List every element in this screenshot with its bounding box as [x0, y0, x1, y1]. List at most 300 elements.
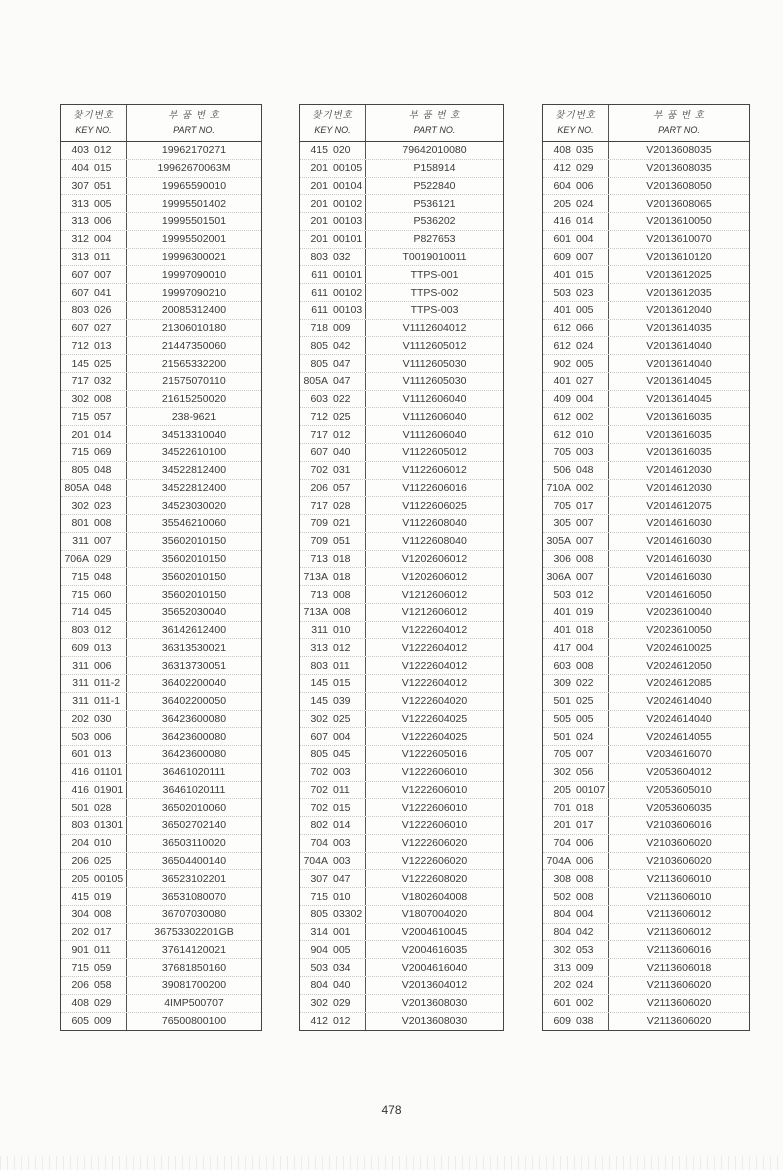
key-item: 027 — [576, 375, 594, 388]
key-item: 018 — [333, 552, 351, 565]
table-row — [61, 995, 261, 1013]
key-group: 415 — [310, 144, 328, 157]
key-no-cell — [300, 782, 366, 799]
key-item: 015 — [333, 677, 351, 690]
table-row — [300, 888, 503, 906]
key-group: 401 — [553, 304, 571, 317]
key-no-cell — [543, 604, 609, 621]
key-no-cell — [61, 746, 127, 763]
part-no-cell: 35602010150 — [161, 588, 227, 601]
table-row — [61, 444, 261, 462]
key-group: 611 — [311, 268, 328, 281]
table-row — [61, 924, 261, 942]
key-item: 011-2 — [94, 677, 121, 690]
key-no-cell — [61, 639, 127, 656]
key-item: 015 — [333, 801, 351, 814]
key-group: 202 — [553, 979, 571, 992]
key-no-header-ko: 찾기번호 — [555, 110, 596, 121]
key-group: 205 — [553, 783, 571, 796]
key-item: 010 — [333, 624, 351, 637]
key-no-cell — [61, 835, 127, 852]
key-group: 202 — [71, 926, 89, 939]
key-no-cell — [61, 853, 127, 870]
table-row — [543, 497, 749, 515]
key-no-cell — [61, 515, 127, 532]
key-no-cell — [543, 178, 609, 195]
part-no-header-en: PART NO. — [413, 125, 456, 135]
part-no-cell: V1112606040 — [402, 410, 467, 423]
key-item: 005 — [576, 304, 594, 317]
key-item: 03302 — [333, 908, 363, 921]
page-number: 478 — [381, 1103, 402, 1117]
parts-table-1 — [60, 104, 262, 1031]
key-item: 012 — [94, 624, 112, 637]
table-row — [61, 355, 261, 373]
key-item: 004 — [94, 233, 112, 246]
part-no-cell: V2014612030 — [646, 481, 712, 494]
table-row — [543, 551, 749, 569]
key-item: 017 — [576, 499, 594, 512]
key-group: 401 — [553, 624, 571, 637]
key-no-cell — [300, 373, 366, 390]
key-no-header-ko: 찾기번호 — [73, 110, 114, 121]
part-no-cell: V2013612035 — [646, 286, 712, 299]
part-no-cell: V1222604012 — [401, 659, 468, 672]
key-no-header — [300, 105, 366, 141]
key-item: 017 — [94, 926, 112, 939]
key-item: 032 — [333, 250, 351, 263]
part-no-cell: 21565332200 — [161, 357, 227, 370]
key-no-cell — [543, 764, 609, 781]
part-no-cell: 36423600080 — [161, 748, 227, 761]
part-no-cell: V2113606020 — [646, 997, 712, 1010]
key-no-cell — [61, 711, 127, 728]
part-no-cell: 19962170271 — [161, 144, 227, 157]
part-no-cell: 36461020111 — [162, 783, 226, 796]
part-no-cell: 36504400140 — [161, 855, 227, 867]
part-no-cell: V2024614055 — [646, 730, 712, 743]
key-item: 057 — [94, 410, 112, 423]
key-no-cell — [300, 497, 366, 514]
part-no-cell: 36423600080 — [161, 712, 227, 725]
part-no-cell: V1122605012 — [402, 446, 467, 459]
key-group: 715 — [71, 588, 89, 601]
key-item: 017 — [576, 819, 594, 832]
key-no-cell — [543, 746, 609, 763]
table-row — [61, 249, 261, 267]
part-no-cell: V1112604012 — [402, 322, 467, 335]
key-item: 01901 — [94, 783, 124, 796]
key-group: 307 — [310, 872, 328, 885]
key-no-cell — [61, 604, 127, 621]
part-no-cell: P522840 — [413, 179, 456, 192]
table-row — [543, 941, 749, 959]
key-item: 011 — [94, 943, 111, 956]
key-item: 047 — [333, 375, 351, 388]
part-no-cell: V2013608030 — [401, 997, 468, 1010]
scan-noise-strip — [0, 1156, 783, 1170]
key-item: 040 — [333, 979, 351, 992]
part-no-cell: V1222606020 — [401, 855, 468, 867]
table-header — [61, 105, 261, 142]
key-no-cell — [61, 337, 127, 354]
key-group: 311 — [72, 695, 89, 708]
key-no-cell — [543, 284, 609, 301]
key-item: 025 — [94, 357, 112, 370]
key-item: 008 — [333, 606, 351, 619]
key-no-cell — [543, 711, 609, 728]
part-no-cell: 21306010180 — [161, 322, 227, 335]
key-group: 305 — [553, 517, 571, 530]
part-no-cell: V1807004020 — [401, 908, 468, 921]
key-item: 011 — [333, 659, 350, 672]
key-group: 313 — [71, 197, 89, 210]
key-group: 205 — [553, 197, 571, 210]
key-item: 002 — [576, 997, 594, 1010]
part-no-cell: V2013608035 — [646, 144, 712, 157]
key-group: 901 — [71, 943, 89, 956]
key-no-cell — [543, 515, 609, 532]
key-group: 311 — [72, 659, 89, 672]
part-no-cell: V2113606012 — [646, 926, 712, 939]
key-no-cell — [300, 835, 366, 852]
key-group: 805 — [310, 357, 328, 370]
key-group: 201 — [310, 233, 328, 246]
key-no-cell — [543, 480, 609, 497]
table-row — [300, 1013, 503, 1031]
key-item: 047 — [333, 357, 351, 370]
part-no-cell: 36142612400 — [161, 624, 227, 637]
table-row — [300, 533, 503, 551]
key-item: 056 — [576, 766, 594, 779]
table-row — [543, 373, 749, 391]
part-no-cell: V2113606018 — [646, 961, 712, 974]
part-no-cell: V2013608030 — [401, 1015, 468, 1028]
key-group: 717 — [310, 499, 328, 512]
key-no-cell — [543, 266, 609, 283]
key-group: 701 — [553, 801, 571, 814]
table-row — [543, 178, 749, 196]
key-item: 00103 — [333, 215, 363, 228]
key-no-cell — [300, 231, 366, 248]
key-item: 023 — [94, 499, 112, 512]
table-row — [300, 835, 503, 853]
key-group: 717 — [71, 375, 89, 388]
key-no-cell — [543, 160, 609, 177]
key-group: 501 — [553, 695, 571, 708]
part-no-cell: V1222604025 — [401, 712, 468, 725]
key-item: 010 — [94, 837, 112, 850]
key-group: 206 — [71, 855, 89, 867]
key-item: 066 — [576, 322, 594, 335]
key-no-cell — [61, 959, 127, 976]
table-row — [61, 195, 261, 213]
key-item: 004 — [576, 908, 594, 921]
part-no-cell: 21575070110 — [162, 375, 226, 388]
key-group: 713A — [303, 606, 328, 619]
key-item: 008 — [94, 517, 112, 530]
key-no-cell — [300, 959, 366, 976]
part-no-cell: V2053605010 — [646, 783, 712, 796]
key-group: 805 — [71, 464, 89, 477]
key-no-cell — [300, 337, 366, 354]
part-no-cell: V1122608040 — [402, 535, 467, 548]
table-row — [543, 853, 749, 871]
key-no-cell — [543, 728, 609, 745]
table-row — [300, 373, 503, 391]
part-no-cell: 35546210060 — [161, 517, 227, 530]
part-no-cell: 20085312400 — [161, 304, 227, 317]
part-no-header-en: PART NO. — [173, 125, 215, 135]
key-no-cell — [543, 142, 609, 159]
key-item: 015 — [94, 162, 112, 175]
part-no-cell: V2004616040 — [401, 961, 468, 974]
key-group: 718 — [310, 322, 328, 335]
key-no-cell — [543, 391, 609, 408]
key-group: 401 — [553, 268, 571, 281]
key-no-cell — [543, 249, 609, 266]
key-no-cell — [543, 639, 609, 656]
part-no-cell: V2014616030 — [646, 517, 712, 530]
key-item: 003 — [333, 766, 351, 779]
table-row — [61, 835, 261, 853]
key-no-cell — [543, 959, 609, 976]
key-group: 715 — [71, 410, 89, 423]
key-item: 069 — [94, 446, 112, 459]
key-no-header-en: KEY NO. — [314, 125, 351, 135]
part-no-cell: V2113606020 — [646, 1015, 712, 1028]
key-item: 00101 — [333, 268, 363, 281]
table-row — [543, 480, 749, 498]
table-row — [61, 568, 261, 586]
key-no-cell — [300, 657, 366, 674]
table-row — [543, 284, 749, 302]
table-row — [61, 426, 261, 444]
key-group: 306 — [553, 552, 571, 565]
table-row — [300, 355, 503, 373]
key-group: 704A — [303, 855, 328, 867]
part-no-cell: 36461020111 — [162, 766, 226, 779]
table-row — [300, 213, 503, 231]
key-group: 607 — [310, 446, 328, 459]
table-row — [61, 337, 261, 355]
part-no-cell: V1112606040 — [402, 428, 467, 441]
table-row — [61, 178, 261, 196]
key-item: 007 — [94, 535, 112, 548]
table-row — [543, 444, 749, 462]
part-no-cell: V1202606012 — [401, 552, 468, 565]
table-row — [300, 675, 503, 693]
key-item: 009 — [333, 322, 351, 335]
key-item: 00104 — [333, 179, 363, 192]
key-no-cell — [300, 746, 366, 763]
key-group: 601 — [553, 233, 571, 246]
part-no-cell: V2013616035 — [646, 446, 712, 459]
key-no-cell — [300, 213, 366, 230]
key-no-cell — [300, 249, 366, 266]
part-no-cell: P536121 — [413, 197, 456, 210]
table-row — [61, 320, 261, 338]
key-group: 804 — [553, 926, 571, 939]
key-group: 612 — [553, 339, 571, 352]
key-group: 709 — [310, 517, 328, 530]
key-group: 401 — [553, 375, 571, 388]
parts-table-3 — [542, 104, 750, 1031]
key-no-cell — [300, 266, 366, 283]
key-item: 00103 — [333, 304, 363, 317]
part-no-cell: V2023610040 — [646, 606, 712, 619]
key-no-cell — [61, 657, 127, 674]
key-item: 004 — [333, 730, 351, 743]
table-body — [61, 142, 261, 1030]
key-group: 803 — [310, 659, 328, 672]
key-group: 605 — [71, 1015, 89, 1028]
key-no-cell — [543, 817, 609, 834]
part-no-cell: TTPS-003 — [410, 304, 459, 317]
key-item: 035 — [576, 144, 594, 157]
table-row — [543, 408, 749, 426]
key-no-cell — [61, 799, 127, 816]
key-group: 201 — [71, 428, 89, 441]
table-row — [61, 551, 261, 569]
part-no-cell: V1222604025 — [401, 730, 468, 743]
table-row — [61, 906, 261, 924]
table-row — [300, 195, 503, 213]
key-group: 206 — [310, 481, 328, 494]
part-no-cell: 36313730051 — [161, 659, 227, 672]
table-row — [300, 408, 503, 426]
key-group: 312 — [71, 233, 89, 246]
key-item: 008 — [94, 393, 112, 406]
table-row — [61, 941, 261, 959]
table-row — [300, 249, 503, 267]
key-no-cell — [61, 817, 127, 834]
table-row — [300, 711, 503, 729]
key-group: 803 — [310, 250, 328, 263]
table-row — [543, 977, 749, 995]
table-row — [300, 142, 503, 160]
key-no-cell — [300, 853, 366, 870]
key-group: 201 — [310, 179, 328, 192]
key-group: 415 — [71, 890, 89, 903]
key-no-cell — [543, 533, 609, 550]
table-row — [61, 622, 261, 640]
key-item: 048 — [94, 481, 112, 494]
key-no-cell — [543, 195, 609, 212]
table-row — [61, 515, 261, 533]
key-group: 805A — [303, 375, 328, 388]
key-group: 607 — [71, 268, 89, 281]
key-no-cell — [61, 728, 127, 745]
part-no-cell: 19997090010 — [161, 268, 227, 281]
key-group: 313 — [310, 641, 328, 654]
key-group: 704 — [310, 837, 328, 850]
key-no-cell — [300, 693, 366, 710]
key-item: 00107 — [576, 783, 606, 796]
key-item: 005 — [333, 943, 351, 956]
table-row — [300, 480, 503, 498]
part-no-cell: V1112606040 — [402, 393, 467, 406]
key-group: 803 — [71, 304, 89, 317]
table-row — [61, 408, 261, 426]
key-item: 011 — [94, 250, 111, 263]
key-group: 302 — [71, 393, 89, 406]
key-item: 025 — [333, 712, 351, 725]
table-row — [543, 266, 749, 284]
key-group: 506 — [553, 464, 571, 477]
key-group: 145 — [71, 357, 89, 370]
part-no-cell: T0019010011 — [402, 250, 467, 263]
table-row — [543, 870, 749, 888]
part-no-cell: V1222604020 — [401, 695, 468, 708]
key-item: 006 — [94, 215, 112, 228]
table-row — [300, 391, 503, 409]
part-no-cell: V1122608040 — [402, 517, 467, 530]
key-group: 401 — [553, 606, 571, 619]
part-no-cell: V2014616030 — [646, 552, 712, 565]
table-row — [543, 622, 749, 640]
part-no-cell: 19997090210 — [161, 286, 227, 299]
key-group: 302 — [553, 943, 571, 956]
key-item: 008 — [333, 588, 351, 601]
key-group: 802 — [310, 819, 328, 832]
key-item: 051 — [333, 535, 351, 548]
part-no-cell: 19995502001 — [161, 233, 227, 246]
key-no-cell — [61, 888, 127, 905]
key-no-cell — [300, 408, 366, 425]
part-no-cell: 36523102201 — [161, 872, 227, 885]
key-item: 00101 — [333, 233, 363, 246]
table-row — [300, 568, 503, 586]
table-row — [543, 657, 749, 675]
table-row — [543, 799, 749, 817]
part-no-cell: 76500800100 — [161, 1015, 227, 1028]
key-item: 003 — [576, 446, 594, 459]
part-no-cell: TTPS-001 — [410, 268, 459, 281]
key-item: 005 — [576, 712, 594, 725]
key-no-cell — [543, 941, 609, 958]
key-group: 902 — [553, 357, 571, 370]
part-no-cell: V2013614040 — [646, 339, 712, 352]
key-no-cell — [300, 1013, 366, 1031]
key-item: 014 — [94, 428, 112, 441]
table-row — [543, 533, 749, 551]
key-group: 904 — [310, 943, 328, 956]
table-row — [300, 995, 503, 1013]
key-item: 048 — [94, 570, 112, 583]
part-no-cell: 34522610100 — [161, 446, 227, 459]
part-no-cell: 36753302201GB — [154, 926, 234, 939]
table-row — [543, 142, 749, 160]
key-group: 702 — [310, 783, 328, 796]
table-row — [543, 746, 749, 764]
key-group: 601 — [71, 748, 89, 761]
key-item: 008 — [94, 908, 112, 921]
table-row — [61, 959, 261, 977]
key-no-cell — [543, 551, 609, 568]
key-no-cell — [300, 568, 366, 585]
key-no-cell — [300, 977, 366, 994]
table-row — [300, 799, 503, 817]
key-no-cell — [300, 195, 366, 212]
key-item: 025 — [333, 410, 351, 423]
key-item: 006 — [576, 837, 594, 850]
key-no-cell — [61, 675, 127, 692]
key-item: 008 — [576, 890, 594, 903]
key-group: 803 — [71, 819, 89, 832]
key-group: 805 — [310, 908, 328, 921]
key-group: 201 — [310, 197, 328, 210]
